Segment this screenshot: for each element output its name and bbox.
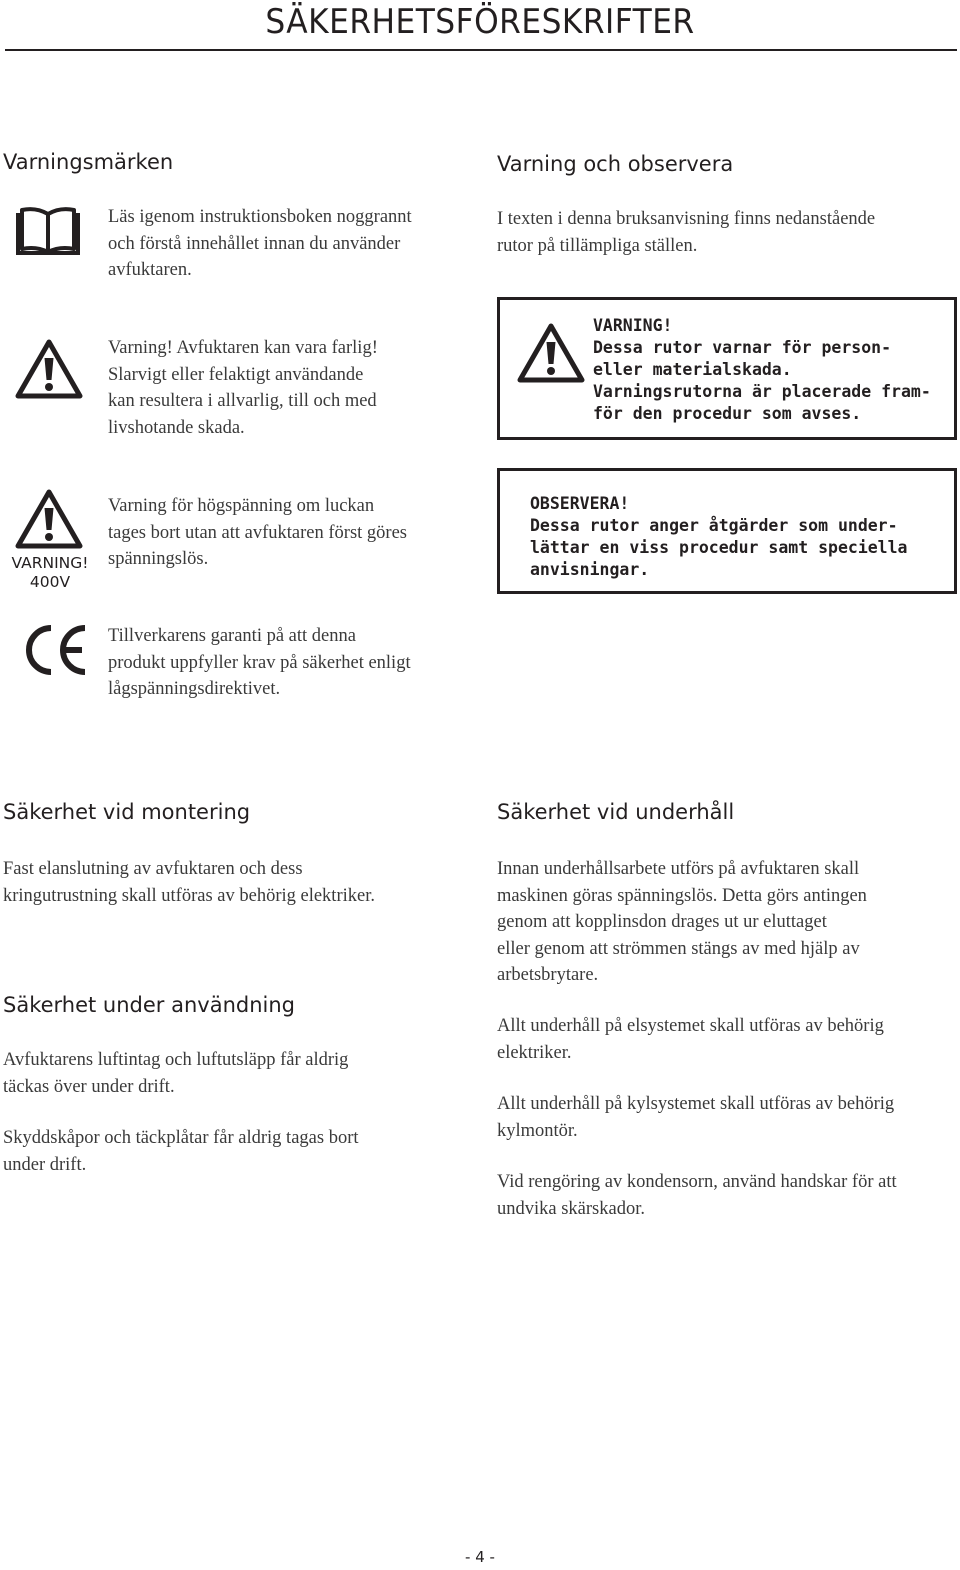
warning-triangle-icon (516, 322, 586, 384)
usage-paragraph-2: Skyddskåpor och täckplåtar får aldrig tagas bort under drift. (3, 1128, 359, 1175)
maintenance-paragraph-1: Innan underhållsarbete utförs på avfuktaren skall maskinen göras spänningslös. Detta görs antingen genom att kopplinsdon drages ut ur eluttaget eller genom att strömmen stängs av med hjälp av arbetsbrytare. (497, 859, 867, 985)
high-voltage-warning-icon (14, 488, 84, 550)
usage-paragraph-1: Avfuktarens luftintag och luftutsläpp får aldrig täckas över under drift. (3, 1050, 349, 1097)
maintenance-heading: Säkerhet vid underhåll (497, 800, 735, 824)
warning-triangle-icon (14, 338, 84, 400)
warning-box-text: VARNING! Dessa rutor varnar för person- eller materialskada. Varningsrutorna är placerade fram- för den procedur som avses. (593, 316, 931, 423)
mounting-text: Fast elanslutning av avfuktaren och dess kringutrustning skall utföras av behörig elektriker. (3, 859, 375, 906)
maintenance-paragraph-3: Allt underhåll på kylsystemet skall utföras av behörig kylmontör. (497, 1094, 895, 1141)
usage-heading: Säkerhet under användning (3, 993, 296, 1017)
warning-box (497, 297, 957, 440)
ce-mark-text: Tillverkarens garanti på att denna produkt uppfyller krav på säkerhet enligt lågspänningsdirektivet. (108, 626, 411, 699)
warning-marks-heading: Varningsmärken (3, 150, 174, 174)
danger-warning-text: Varning! Avfuktaren kan vara farlig! Slarvigt eller felaktigt användande kan resultera i allvarlig, till och med livshotande skada. (108, 338, 378, 438)
observe-box (497, 468, 957, 594)
high-voltage-label: VARNING! 400V (11, 554, 89, 591)
ce-mark-icon (22, 622, 90, 678)
maintenance-paragraph-2: Allt underhåll på elsystemet skall utföras av behörig elektriker. (497, 1016, 884, 1063)
observe-box-text: OBSERVERA! Dessa rutor anger åtgärder som under- lättar en viss procedur samt speciella anvisningar. (530, 494, 908, 579)
maintenance-paragraph-4: Vid rengöring av kondensorn, använd handskar för att undvika skärskador. (497, 1172, 897, 1219)
mounting-heading: Säkerhet vid montering (3, 800, 251, 824)
page-title: SÄKERHETSFÖRESKRIFTER (265, 2, 695, 42)
high-voltage-text: Varning för högspänning om luckan tages bort utan att avfuktaren först göres spänningslös. (108, 496, 407, 569)
warning-observe-intro: I texten i denna bruksanvisning finns nedanstående rutor på tillämpliga ställen. (497, 209, 876, 256)
warning-observe-heading: Varning och observera (497, 152, 734, 176)
manual-read-text: Läs igenom instruktionsboken noggrannt och förstå innehållet innan du använder avfuktaren. (108, 207, 412, 280)
title-divider (5, 49, 957, 51)
page-number: - 4 - (465, 1548, 495, 1566)
manual-book-icon (14, 207, 82, 259)
